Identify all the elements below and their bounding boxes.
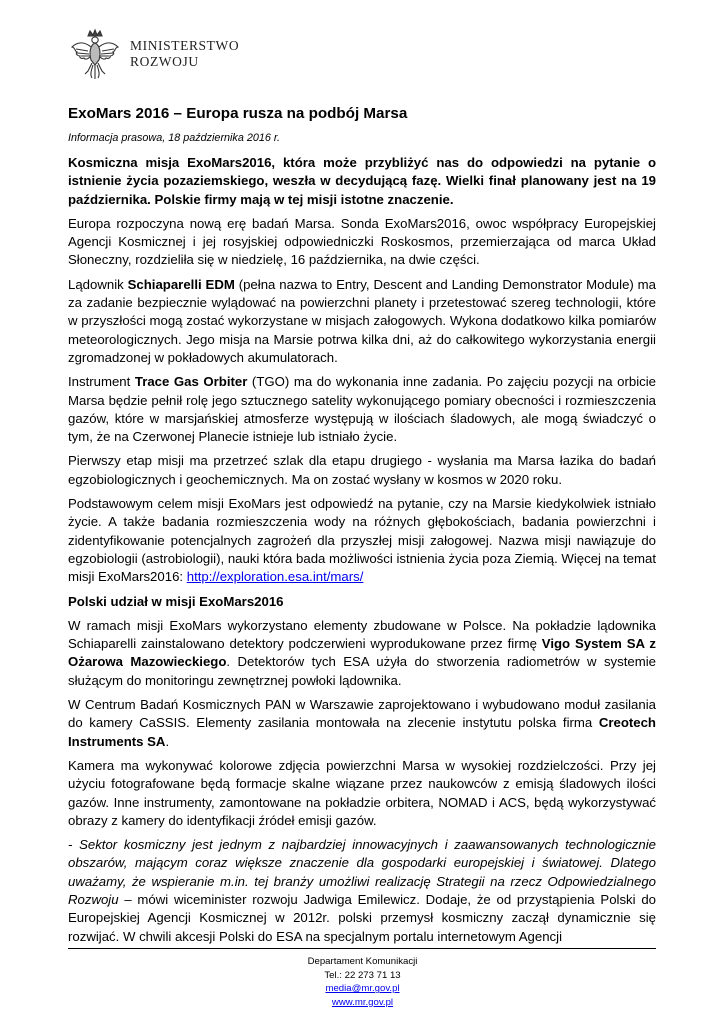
paragraph-3 (68, 373, 656, 446)
paragraph-3-text-b: (TGO) ma do wykonania inne zadania. Po zajęciu pozycji na orbicie Marsa będzie pełnił rolę jego sztucznego satelity wykonującego pomiary obecności i rozmieszczenia gazów, które w marsjańskiej atmosferze występują w ilościach śladowych, ale mogą świadczyć o tym, że na Czerwonej Planecie istnieje lub istniało życie. (68, 374, 656, 445)
article-date: Informacja prasowa, 18 października 2016 r. (68, 132, 281, 144)
footer-phone: Tel.: 22 273 71 13 (324, 969, 401, 981)
paragraph-9-text: – mówi wiceminister rozwoju Jadwiga Emilewicz. Dodaje, że od przystąpienia Polski do Europejskiej Agencji Kosmicznej w 2012r. polski przemysł kosmiczny zaczął dynamicznie się rozwijać. W chwili akcesji Polski do ESA na specjalnym portalu internetowym Agencji (68, 891, 656, 944)
article-title: ExoMars 2016 – Europa rusza na podbój Marsa (68, 105, 408, 122)
paragraph-6-text-a: W ramach misji ExoMars wykorzystano elementy zbudowane w Polsce. Na pokładzie lądownika Schiaparelli zainstalowano detektory podczerwieni wyprodukowane przez firmę (68, 617, 656, 652)
ministry-name (130, 38, 239, 70)
footer-email-link[interactable]: media@mr.gov.pl (325, 983, 400, 995)
article-body (68, 104, 656, 952)
paragraph-7-bold: Creotech Instruments SA (68, 715, 656, 749)
esa-mars-link[interactable]: http://exploration.esa.int/mars/ (186, 569, 364, 585)
paragraph-6-text-b: . Detektorów tych ESA użyła do stworzenia radiometrów w systemie służącym do monitoringu zewnętrznej powłoki lądownika. (68, 654, 656, 688)
ministry-name-line2: ROZWOJU (130, 54, 199, 69)
footer-contact (0, 955, 725, 1009)
polish-eagle-emblem-icon (68, 27, 122, 81)
paragraph-5 (68, 495, 656, 586)
paragraph-2-text-b: (pełna nazwa to Entry, Descent and Landing Demonstrator Module) ma za zadanie bezpiecznie wylądować na powierzchni planety i przetestować szereg technologii, które w przyszłości mogą zostać wykorzystane w misjach załogowych. Wykona dodatkowo kilka pomiarów meteorologicznych. Jego misja na Marsie potrwa kilka dni, aż do całkowitego wykorzystania energii zgromadzonej w pokładowych akumulatorach. (68, 276, 656, 365)
paragraph-7 (68, 696, 656, 751)
ministry-name-line1: MINISTERSTWO (130, 38, 240, 53)
footer-divider (68, 948, 656, 949)
section-subheading: Polski udział w misji ExoMars2016 (68, 593, 284, 609)
paragraph-9 (68, 836, 656, 946)
footer-website-link[interactable]: www.mr.gov.pl (331, 996, 394, 1008)
paragraph-2-text-a: Lądownik (68, 276, 128, 292)
paragraph-1: Europa rozpoczyna nową erę badań Marsa. Sonda ExoMars2016, owoc współpracy Europejskiej Agencji Kosmicznej i jej rosyjskiej odpowiedniczki Roskosmos, przemierzająca od marca Układ Słoneczny, rozdzieliła się w niedzielę, 16 października, na dwie części. (68, 215, 656, 268)
paragraph-3-text-a: Instrument (68, 374, 135, 390)
paragraph-2 (68, 276, 656, 367)
paragraph-8: Kamera ma wykonywać kolorowe zdjęcia powierzchni Marsa w wysokiej rozdzielczości. Przy jej użyciu fotografowane będą formacje skalne wiązane przez naukowców z emisją śladowych ilości gazów. Inne instrumenty, zamontowane na pokładzie orbitera, NOMAD i ACS, będą wykorzystywać obrazy z kamery do identyfikacji źródeł emisji gazów. (68, 757, 656, 828)
paragraph-2-bold: Schiaparelli EDM (127, 276, 235, 292)
ministry-header (68, 24, 239, 84)
paragraph-6-bold: Vigo System SA z Ożarowa Mazowieckiego (68, 636, 656, 670)
lead-paragraph: Kosmiczna misja ExoMars2016, która może przybliżyć nas do odpowiedzi na pytanie o istnienie życia pozaziemskiego, weszła w decydującą fazę. Wielki finał planowany jest na 19 października. Polskie firmy mają w tej misji istotne znaczenie. (68, 155, 656, 207)
footer-department: Departament Komunikacji (307, 956, 418, 967)
paragraph-3-bold: Trace Gas Orbiter (134, 374, 248, 390)
paragraph-7-text-b: . (165, 733, 170, 749)
paragraph-5-text: Podstawowym celem misji ExoMars jest odpowiedź na pytanie, czy na Marsie kiedykolwiek istniało życie. A także badania rozmieszczenia wody na różnych głębokościach, badania powierzchni i zidentyfikowanie potencjalnych zagrożeń dla przyszłej misji załogowej. Nazwa misji nawiązuje do egzobiologii (astrobiologii), nauki która bada możliwości istnienia życia poza Ziemią. Więcej na temat misji ExoMars2016: (68, 496, 656, 585)
paragraph-6 (68, 617, 656, 690)
paragraph-9-quote: - Sektor kosmiczny jest jednym z najbardziej innowacyjnych i zaawansowanych technologicznie obszarów, mającym coraz większe znaczenie dla gospodarki europejskiej i światowej. Dlatego uważamy, że wspieranie m.in. tej branży umożliwi realizację Strategii na rzecz Odpowiedzialnego Rozwoju (68, 837, 656, 907)
paragraph-7-text-a: W Centrum Badań Kosmicznych PAN w Warszawie zaprojektowano i wybudowano moduł zasilania do kamery CaSSIS. Elementy zasilania montowała na zlecenie instytutu polska firma (68, 697, 656, 731)
paragraph-4: Pierwszy etap misji ma przetrzeć szlak dla etapu drugiego - wysłania ma Marsa łazika do badań egzobiologicznych i geochemicznych. Ma on zostać wysłany w kosmos w 2020 roku. (68, 453, 656, 487)
